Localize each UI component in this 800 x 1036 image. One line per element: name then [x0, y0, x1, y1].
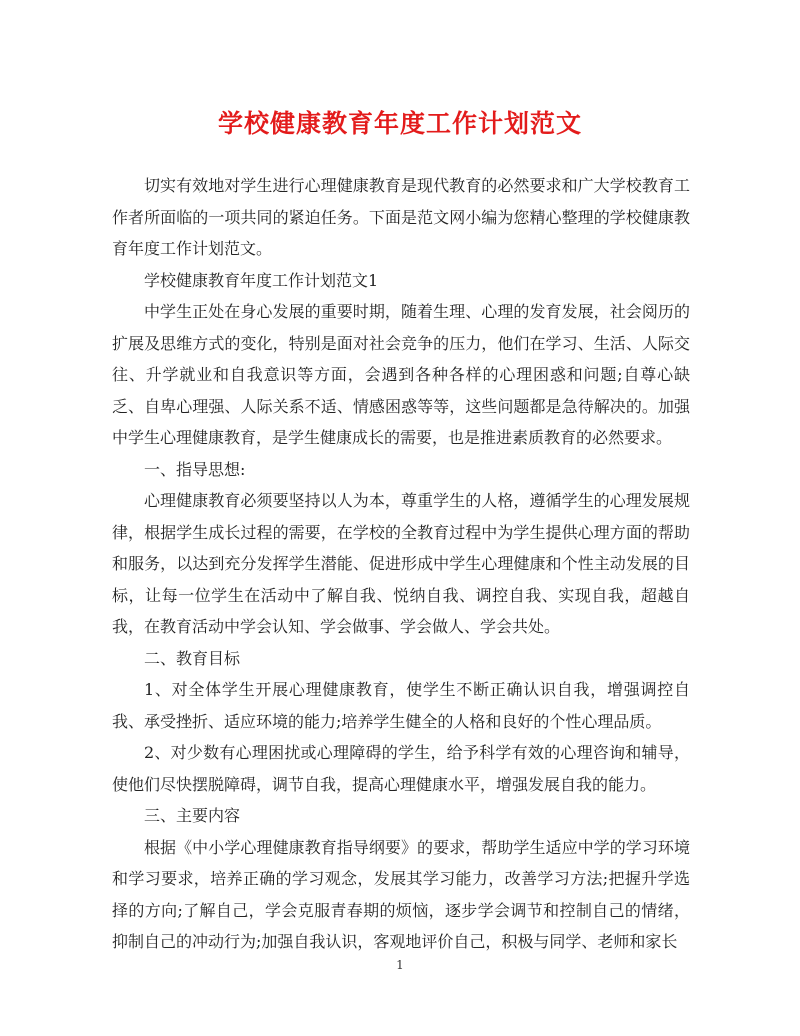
page-title: 学校健康教育年度工作计划范文 [217, 109, 582, 138]
section-heading-main-content: 三、主要内容 [144, 806, 241, 825]
section-heading-education-goals: 二、教育目标 [144, 648, 241, 668]
document-body [112, 170, 690, 958]
goal-item-2: 2、对少数有心理困扰或心理障碍的学生，给予科学有效的心理咨询和辅导，使他们尽快摆脱障碍，调节自我，提高心理健康水平，增强发展自我的能力。 [112, 743, 690, 794]
main-content-paragraph: 根据《中小学心理健康教育指导纲要》的要求，帮助学生适应中学的学习环境和学习要求，培养正确的学习观念，发展其学习能力，改善学习方法;把握升学选择的方向;了解自己，学会克服青春期的烦恼，逐步学会调节和控制自己的情绪，抑制自己的冲动行为;加强自我认识，客观地评价自己，积极与同学、老师和家长 [112, 837, 690, 951]
page-number: 1 [396, 958, 404, 972]
goal-item-1: 1、对全体学生开展心理健康教育，使学生不断正确认识自我，增强调控自我、承受挫折、适应环境的能力;培养学生健全的人格和良好的个性心理品质。 [112, 680, 690, 731]
section-heading-plan-1: 学校健康教育年度工作计划范文1 [144, 270, 379, 290]
section-heading-guiding-ideology: 一、指导思想: [144, 459, 246, 479]
guiding-ideology-paragraph: 心理健康教育必须要坚持以人为本，尊重学生的人格，遵循学生的心理发展规律，根据学生成长过程的需要，在学校的全教育过程中为学生提供心理方面的帮助和服务，以达到充分发挥学生潜能、促进形成中学生心理健康和个性主动发展的目标，让每一位学生在活动中了解自我、悦纳自我、调控自我、实现自我，超越自我，在教育活动中学会认知、学会做事、学会做人、学会共处。 [112, 491, 690, 636]
background-paragraph: 中学生正处在身心发展的重要时期，随着生理、心理的发育发展，社会阅历的扩展及思维方式的变化，特别是面对社会竞争的压力，他们在学习、生活、人际交往、升学就业和自我意识等方面，会遇到各种各样的心理困惑和问题;自尊心缺乏、自卑心理强、人际关系不适、情感困惑等等，这些问题都是急待解决的。加强中学生心理健康教育，是学生健康成长的需要，也是推进素质教育的必然要求。 [112, 302, 690, 447]
intro-paragraph: 切实有效地对学生进行心理健康教育是现代教育的必然要求和广大学校教育工作者所面临的一项共同的紧迫任务。下面是范文网小编为您精心整理的学校健康教育年度工作计划范文。 [112, 176, 690, 258]
